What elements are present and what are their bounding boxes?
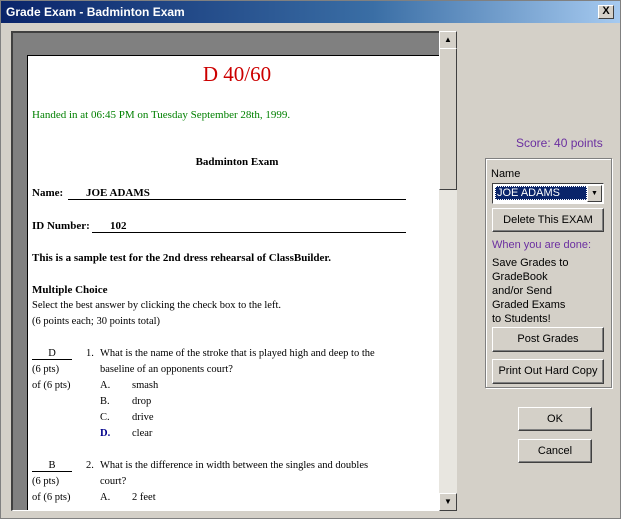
option-letter: B. (100, 396, 110, 407)
question-1-pts: (6 pts) (32, 364, 60, 375)
question-1-answer: D (32, 348, 72, 360)
close-button[interactable]: X (598, 5, 614, 19)
instruction-line: and/or Send (492, 285, 552, 297)
option-text: clear (132, 428, 153, 439)
vertical-scrollbar[interactable] (439, 31, 457, 511)
option-text: drive (132, 412, 154, 423)
question-2-of-pts: of (6 pts) (32, 492, 71, 503)
name-label: Name: (32, 187, 64, 199)
student-name-dropdown[interactable] (492, 183, 604, 204)
when-done-label: When you are done: (492, 239, 592, 251)
instruction-line: GradeBook (492, 271, 548, 283)
question-2-pts: (6 pts) (32, 476, 60, 487)
instruction-line: Save Grades to (492, 257, 569, 269)
save-instructions (492, 256, 568, 326)
exam-description: This is a sample test for the 2nd dress rehearsal of ClassBuilder. (32, 252, 332, 264)
exam-title: Badminton Exam (195, 156, 279, 168)
instruction-line: to Students! (492, 313, 551, 325)
grade-heading: D 40/60 (202, 62, 272, 86)
question-2-answer: B (32, 460, 72, 472)
delete-exam-button[interactable]: Delete This EXAM (492, 208, 604, 232)
section-instructions: Select the best answer by clicking the check box to the left. (32, 300, 282, 311)
title-bar[interactable] (1, 1, 620, 23)
option-letter: A. (100, 380, 111, 391)
instruction-line: Graded Exams (492, 299, 566, 311)
post-grades-button[interactable]: Post Grades (492, 327, 604, 352)
question-1-number: 1. (86, 348, 94, 359)
question-2-text-line2: court? (100, 476, 127, 487)
student-name-value: JOE ADAMS (68, 187, 406, 200)
selected-student: JOE ADAMS (495, 186, 587, 200)
option-text: 2 feet (132, 492, 156, 503)
option-text: drop (132, 396, 152, 407)
section-title: Multiple Choice (32, 284, 108, 296)
exam-viewer[interactable] (11, 31, 457, 511)
exam-page (27, 55, 445, 511)
question-1-answer-box[interactable] (32, 348, 72, 360)
question-1-text-line2: baseline of an opponents court? (100, 364, 233, 375)
scroll-down-icon[interactable]: ▼ (439, 493, 457, 511)
correct-option-letter: D. (100, 428, 111, 439)
handed-in-text: Handed in at 06:45 PM on Tuesday September 28th, 1999. (32, 109, 291, 121)
option-letter: C. (100, 412, 110, 423)
scroll-thumb[interactable] (439, 48, 457, 190)
name-dropdown-label: Name (491, 168, 521, 180)
scroll-up-icon[interactable]: ▲ (439, 31, 457, 49)
id-value: 102 (92, 220, 406, 233)
question-2-answer-box[interactable] (32, 460, 72, 472)
ok-button[interactable]: OK (518, 407, 592, 431)
section-points: (6 points each; 30 points total) (32, 316, 161, 327)
cancel-button[interactable]: Cancel (518, 439, 592, 463)
question-1-text: What is the name of the stroke that is played high and deep to the (100, 348, 375, 359)
window-title: Grade Exam - Badminton Exam (6, 5, 185, 19)
option-text: smash (132, 380, 159, 391)
score-label: Score: 40 points (516, 136, 603, 150)
question-2-text: What is the difference in width between the singles and doubles (100, 460, 369, 471)
id-label: ID Number: (32, 220, 90, 232)
print-hard-copy-button[interactable]: Print Out Hard Copy (492, 359, 604, 384)
chevron-down-icon[interactable]: ▼ (587, 185, 602, 202)
option-letter: A. (100, 492, 111, 503)
question-1-of-pts: of (6 pts) (32, 380, 71, 391)
question-2-number: 2. (86, 460, 94, 471)
